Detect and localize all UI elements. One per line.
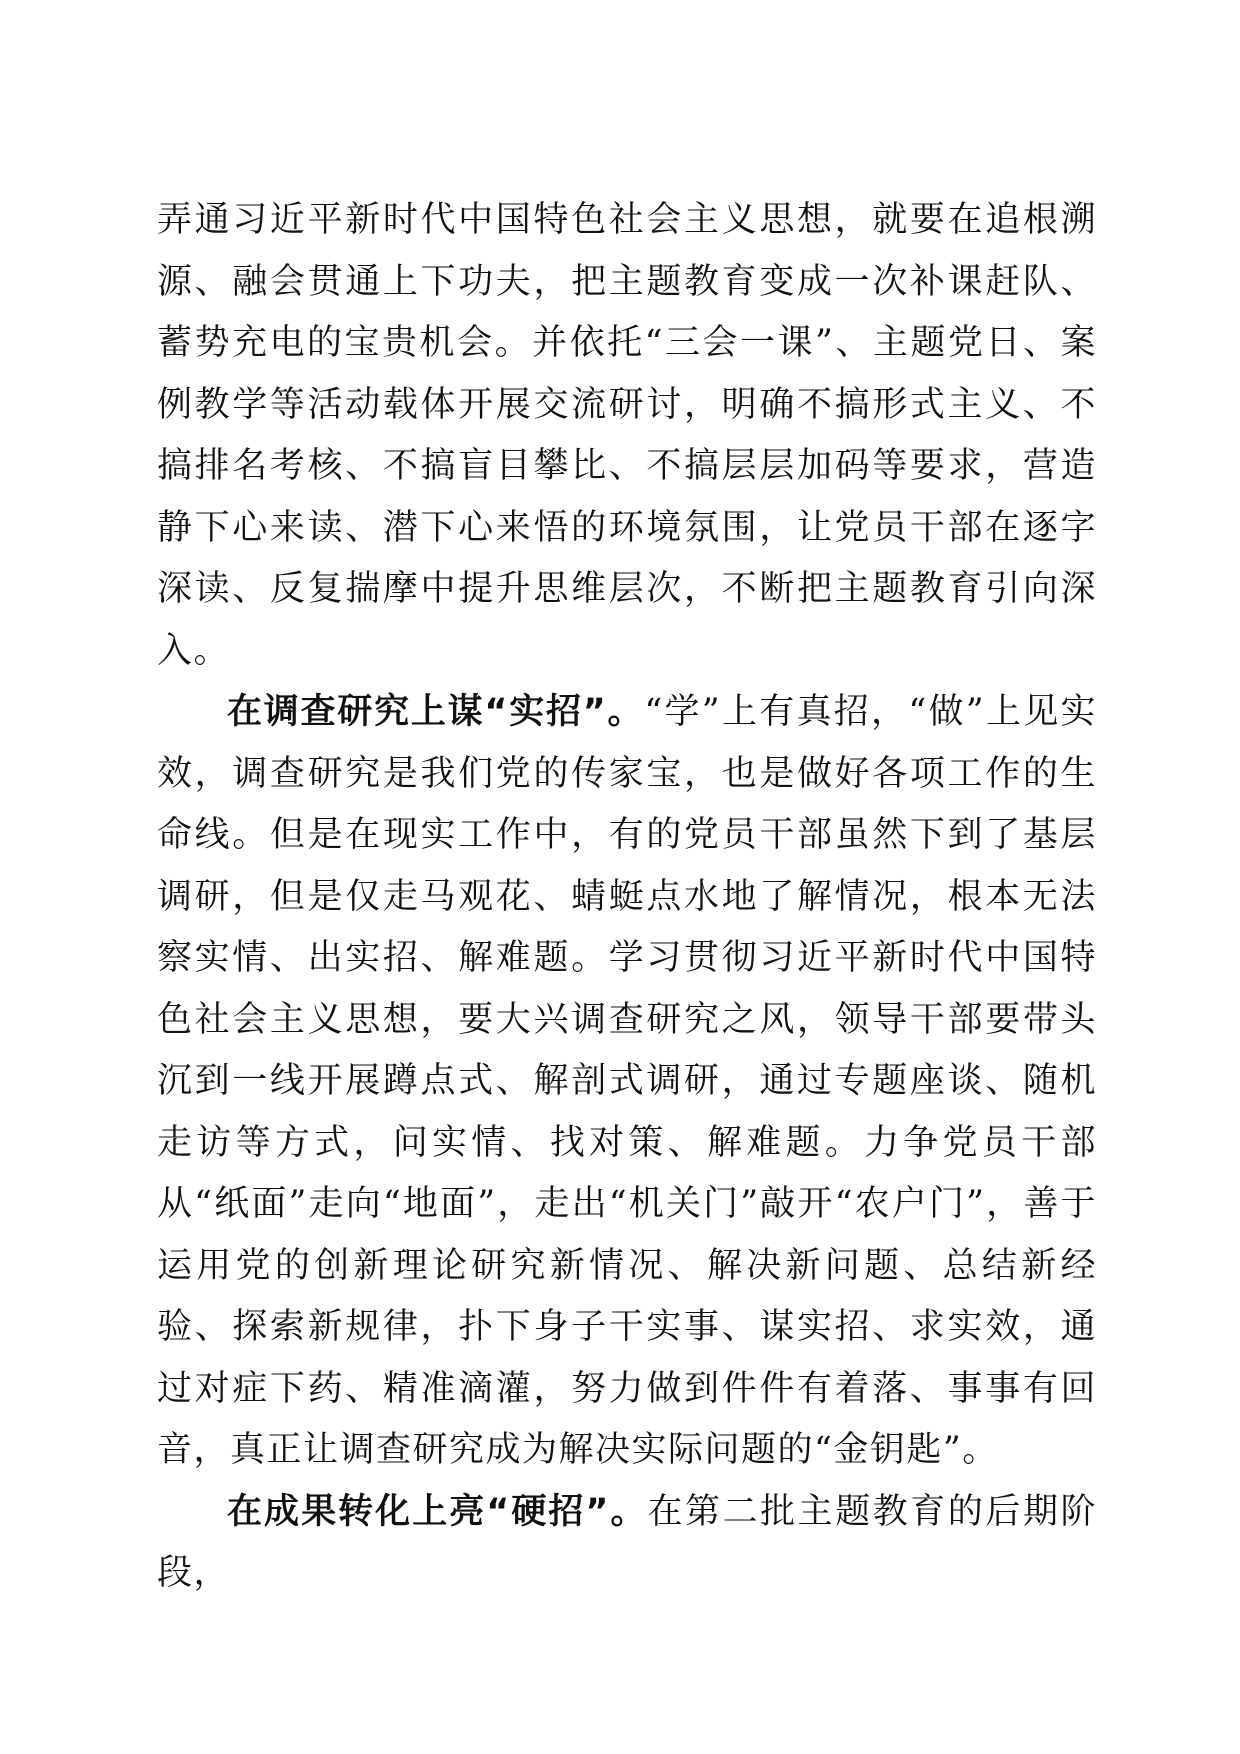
paragraph-2-text: “学”上有真招，“做”上见实效，调查研究是我们党的传家宝，也是做好各项工作的生命线。但是在现实工作中，有的党员干部虽然下到了基层调研，但是仅走马观花、蜻蜓点水地了解情况，根本无法察实情、出实招、解难题。学习贯彻习近平新时代中国特色社会主义思想，要大兴调查研究之风，领导干部要带头沉到一线开展蹲点式、解剖式调研，通过专题座谈、随机走访等方式，问实情、找对策、解难题。力争党员干部从“纸面”走向“地面”，走出“机关门”敲开“农户门”，善于运用党的创新理论研究新情况、解决新问题、总结新经验、探索新规律，扑下身子干实事、谋实招、求实效，通过对症下药、精准滴灌，努力做到件件有着落、事事有回音，真正让调查研究成为解决实际问题的“金钥匙”。 bbox=[157, 692, 1097, 1470]
paragraph-2-heading: 在调查研究上谋“实招”。 bbox=[227, 692, 645, 732]
paragraph-2 bbox=[157, 682, 1097, 1482]
paragraph-3-text: 在第二批主题教育的后期阶段， bbox=[157, 1491, 1097, 1593]
paragraph-1-text: 弄通习近平新时代中国特色社会主义思想，就要在追根溯源、融会贯通上下功夫，把主题教育变成一次补课赶队、蓄势充电的宝贵机会。并依托“三会一课”、主题党日、案例教学等活动载体开展交流研讨，明确不搞形式主义、不搞排名考核、不搞盲目攀比、不搞层层加码等要求，营造静下心来读、潜下心来悟的环境氛围，让党员干部在逐字深读、反复揣摩中提升思维层次，不断把主题教育引向深入。 bbox=[157, 200, 1097, 671]
paragraph-1 bbox=[157, 190, 1097, 682]
document-body bbox=[157, 190, 1097, 1605]
paragraph-3-heading: 在成果转化上亮“硬招”。 bbox=[227, 1491, 648, 1532]
paragraph-3 bbox=[157, 1482, 1097, 1605]
